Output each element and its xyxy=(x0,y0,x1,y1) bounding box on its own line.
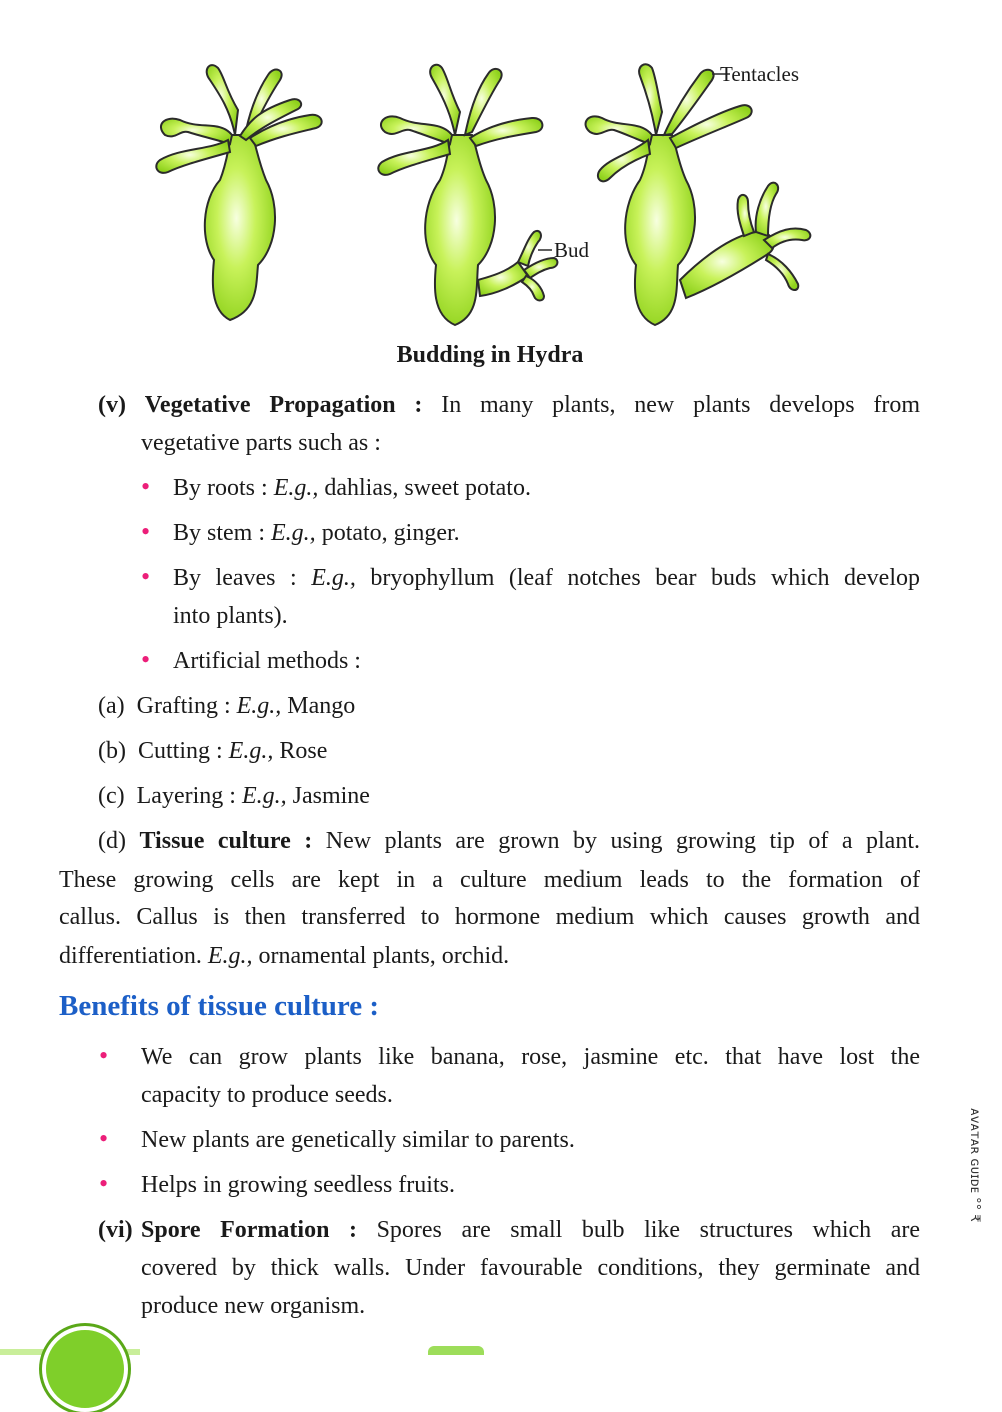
spore-line-2: covered by thick walls. Under favourable conditions, they germinate and xyxy=(141,1255,920,1281)
method-example: Jasmine xyxy=(286,783,370,809)
hydra-3 xyxy=(586,64,811,325)
tissue-culture-line-1 xyxy=(98,822,920,860)
side-margin-text xyxy=(958,1108,988,1288)
bullet-icon: • xyxy=(99,1169,109,1198)
bud-label: Bud xyxy=(554,238,590,262)
footer-tab xyxy=(428,1346,484,1355)
eg-text: E.g., xyxy=(241,783,287,809)
method-name: Layering : xyxy=(136,783,242,809)
bullet-leaves-cont: into plants). xyxy=(173,603,288,629)
hydra-1 xyxy=(156,65,321,320)
section-marker-vi xyxy=(98,1211,133,1249)
vegetative-title: Vegetative Propagation : xyxy=(144,392,423,418)
eg-text: E.g., xyxy=(228,738,274,764)
page-number-badge xyxy=(42,1326,128,1412)
tissue-culture-title: Tissue culture : xyxy=(139,828,313,854)
method-layering xyxy=(98,777,370,815)
method-marker: (a) xyxy=(98,693,125,719)
bullet-icon: • xyxy=(141,645,151,674)
tissue-culture-text-1: New plants are grown by using growing tip of a plant. xyxy=(325,828,921,854)
method-cutting xyxy=(98,732,327,770)
tissue-culture-examples: ornamental plants, orchid. xyxy=(252,943,510,969)
hydra-2 xyxy=(378,65,557,325)
figure-caption: Budding in Hydra xyxy=(396,342,584,368)
spore-line-1 xyxy=(141,1211,920,1249)
benefits-heading: Benefits of tissue culture : xyxy=(59,990,380,1022)
bullet-leaves xyxy=(173,559,920,597)
hydra-budding-figure xyxy=(140,40,840,340)
benefit-1-line-2: capacity to produce seeds. xyxy=(141,1082,393,1108)
method-marker: (d) xyxy=(98,828,126,854)
bullet-icon: • xyxy=(99,1124,109,1153)
tentacles-label: Tentacles xyxy=(720,62,799,86)
benefit-2: New plants are genetically similar to parents. xyxy=(141,1127,575,1153)
tissue-culture-line-2: These growing cells are kept in a culture medium leads to the formation of xyxy=(59,867,920,893)
method-name: Cutting : xyxy=(137,738,229,764)
bullet-stem-examples: potato, ginger. xyxy=(315,520,460,546)
hydra-illustration xyxy=(140,40,840,340)
bullet-icon: • xyxy=(141,472,151,501)
spore-marker: (vi) xyxy=(98,1217,133,1243)
tissue-culture-text-4: differentiation. xyxy=(59,943,208,969)
bullet-roots xyxy=(173,469,531,507)
method-marker: (b) xyxy=(98,738,126,764)
side-margin-label: ᴀᴠᴀᴛᴀʀ ɢᴜɪᴅᴇ °° ₹ xyxy=(967,1108,982,1223)
spore-text-1: Spores are small bulb like structures which are xyxy=(376,1217,921,1243)
bullet-stem-label: By stem : xyxy=(173,520,272,546)
bullet-icon: • xyxy=(141,562,151,591)
bullet-roots-examples: dahlias, sweet potato. xyxy=(318,475,531,501)
eg-text: E.g., xyxy=(271,520,316,546)
vegetative-intro-1: In many plants, new plants develops from xyxy=(441,392,920,418)
method-example: Rose xyxy=(273,738,328,764)
bullet-roots-label: By roots : xyxy=(173,475,274,501)
bullet-icon: • xyxy=(141,517,151,546)
vegetative-intro-2: vegetative parts such as : xyxy=(141,430,381,456)
method-name: Grafting : xyxy=(136,693,237,719)
benefit-1-line-1: We can grow plants like banana, rose, jasmine etc. that have lost the xyxy=(141,1044,920,1070)
section-marker-v: (v) xyxy=(98,392,126,418)
method-marker: (c) xyxy=(98,783,125,809)
bullet-icon: • xyxy=(99,1041,109,1070)
spore-title: Spore Formation : xyxy=(141,1217,357,1243)
spore-line-3: produce new organism. xyxy=(141,1293,366,1319)
benefit-3: Helps in growing seedless fruits. xyxy=(141,1172,455,1198)
bullet-leaves-examples: bryophyllum (leaf notches bear buds which develop xyxy=(355,565,920,591)
bullet-artificial: Artificial methods : xyxy=(173,648,361,674)
eg-text: E.g., xyxy=(236,693,282,719)
vegetative-heading-line xyxy=(98,386,920,424)
bullet-stem xyxy=(173,514,460,552)
eg-text: E.g., xyxy=(207,943,253,969)
method-example: Mango xyxy=(281,693,356,719)
method-grafting xyxy=(98,687,355,725)
eg-text: E.g., xyxy=(311,565,356,591)
eg-text: E.g., xyxy=(273,475,319,501)
tissue-culture-line-3: callus. Callus is then transferred to hormone medium which causes growth and xyxy=(59,904,920,930)
tissue-culture-line-4 xyxy=(59,937,509,975)
bullet-leaves-label: By leaves : xyxy=(173,565,312,591)
